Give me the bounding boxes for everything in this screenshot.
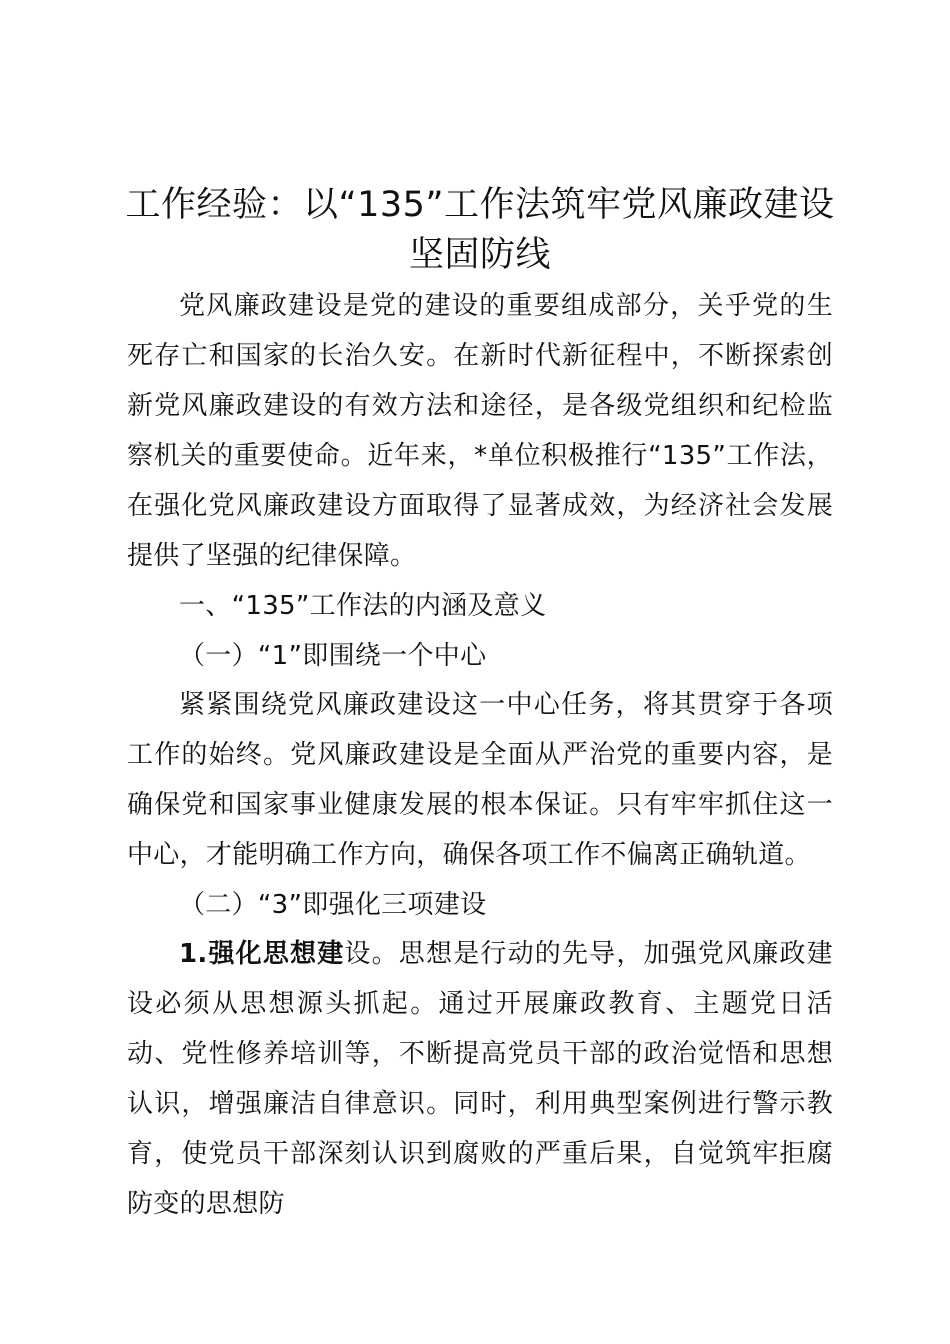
subsection-heading-2: （二）“3”即强化三项建设 <box>179 890 487 920</box>
item-1-paragraph <box>127 929 833 1229</box>
subsection-heading-1: （一）“1”即围绕一个中心 <box>179 641 487 671</box>
item-1-body: 设。思想是行动的先导，加强党风廉政建设必须从思想源头抓起。通过开展廉政教育、主题党日活动、党性修养培训等，不断提高党员干部的政治觉悟和思想认识，增强廉洁自律意识。同时，利用典型案例进行警示教育，使党员干部深刻认识到腐败的严重后果，自觉筑牢拒腐防变的思想防 <box>127 939 833 1219</box>
subsection-1-paragraph: 紧紧围绕党风廉政建设这一中心任务，将其贯穿于各项工作的始终。党风廉政建设是全面从严治党的重要内容，是确保党和国家事业健康发展的根本保证。只有牢牢抓住这一中心，才能明确工作方向，确保各项工作不偏离正确轨道。 <box>127 690 833 870</box>
document-title: 工作经验：以“135”工作法筑牢党风廉政建设坚固防线 <box>125 185 835 275</box>
section-heading: 一、“135”工作法的内涵及意义 <box>179 591 547 621</box>
intro-paragraph: 党风廉政建设是党的建设的重要组成部分，关乎党的生死存亡和国家的长治久安。在新时代新征程中，不断探索创新党风廉政建设的有效方法和途径，是各级党组织和纪检监察机关的重要使命。近年来，*单位积极推行“135”工作法，在强化党风廉政建设方面取得了显著成效，为经济社会发展提供了坚强的纪律保障。 <box>127 291 833 571</box>
item-1-lead: 1.强化思想建 <box>179 939 345 969</box>
